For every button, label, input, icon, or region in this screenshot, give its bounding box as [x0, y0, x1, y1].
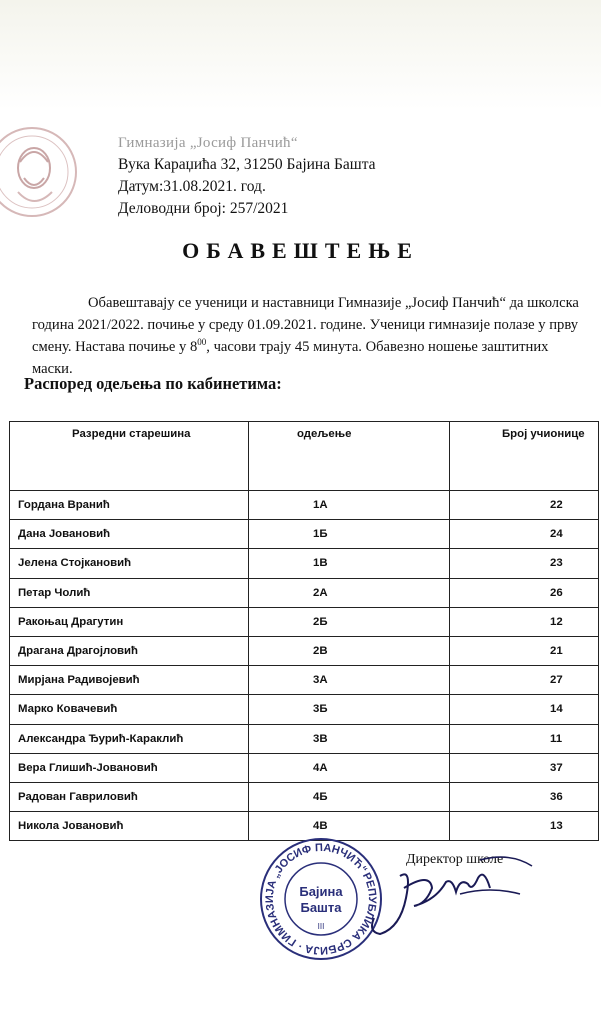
- class-cell: 4Б: [249, 782, 450, 811]
- stamp-city-line1: Бајина: [299, 884, 343, 899]
- document-date: Датум:31.08.2021. год.: [118, 178, 266, 195]
- school-name: Гимназија „Јосиф Панчић“: [118, 135, 298, 151]
- classroom-table: [9, 421, 599, 841]
- class-cell: 1А: [249, 491, 450, 520]
- teacher-cell: Драгана Драгојловић: [10, 636, 249, 665]
- class-cell: 2Б: [249, 607, 450, 636]
- table-row: [10, 695, 599, 724]
- class-cell: 3В: [249, 724, 450, 753]
- class-cell: 1В: [249, 549, 450, 578]
- room-cell: 14: [450, 695, 599, 724]
- school-header: [118, 132, 376, 220]
- schedule-heading: Распоред одељења по кабинетима:: [24, 374, 282, 393]
- class-cell: 2А: [249, 578, 450, 607]
- class-cell: 4А: [249, 753, 450, 782]
- class-cell: 1Б: [249, 520, 450, 549]
- time-superscript: 00: [197, 337, 207, 348]
- table-row: [10, 782, 599, 811]
- class-cell: 3А: [249, 666, 450, 695]
- school-logo: [0, 112, 82, 232]
- teacher-cell: Јелена Стојкановић: [10, 549, 249, 578]
- room-cell: 13: [450, 812, 599, 841]
- teacher-cell: Гордана Вранић: [10, 491, 249, 520]
- teacher-cell: Мирјана Радивојевић: [10, 666, 249, 695]
- room-cell: 23: [450, 549, 599, 578]
- table-row: [10, 636, 599, 665]
- teacher-cell: Вера Глишић-Јовановић: [10, 753, 249, 782]
- notice-text-end: , часови трају 45 минута. Обавезно ношење заштитних маски.: [32, 339, 549, 377]
- stamp-ring-text: РЕПУБЛИКА СРБИЈА · ГИМНАЗИЈА „ЈОСИФ ПАНЧИЋ“: [263, 841, 379, 957]
- teacher-cell: Никола Јовановић: [10, 812, 249, 841]
- column-header-teacher: Разредни старешина: [10, 422, 249, 491]
- stamp-city-line2: Башта: [300, 900, 342, 915]
- table-row: [10, 753, 599, 782]
- teacher-cell: Дана Јовановић: [10, 520, 249, 549]
- room-cell: 24: [450, 520, 599, 549]
- table-row: [10, 549, 599, 578]
- teacher-cell: Петар Чолић: [10, 578, 249, 607]
- column-header-class: одељење: [249, 422, 450, 491]
- stamp-number: III: [317, 922, 325, 931]
- teacher-cell: Ракоњац Драгутин: [10, 607, 249, 636]
- school-address: Вука Караџића 32, 31250 Бајина Башта: [118, 156, 376, 173]
- document-title: ОБАВЕШТЕЊЕ: [182, 238, 419, 263]
- teacher-cell: Марко Ковачевић: [10, 695, 249, 724]
- scan-top-shade: [0, 0, 601, 110]
- table-row: [10, 724, 599, 753]
- room-cell: 12: [450, 607, 599, 636]
- notice-body: [32, 292, 582, 380]
- room-cell: 36: [450, 782, 599, 811]
- table-row: [10, 607, 599, 636]
- room-cell: 37: [450, 753, 599, 782]
- notice-text: Обавештавају се ученици и наставници Гимназије „Јосиф Панчић“ да школска година 2021/2022. почиње у среду 01.09.2021. године. Ученици гимназије полазе у прву смену. Настава почиње у 8: [32, 295, 579, 355]
- class-cell: 3Б: [249, 695, 450, 724]
- director-signature: [360, 848, 535, 938]
- reference-number: Деловодни број: 257/2021: [118, 200, 289, 217]
- table-row: [10, 666, 599, 695]
- room-cell: 27: [450, 666, 599, 695]
- room-cell: 22: [450, 491, 599, 520]
- class-cell: 2В: [249, 636, 450, 665]
- room-cell: 26: [450, 578, 599, 607]
- room-cell: 21: [450, 636, 599, 665]
- director-label: Директор школе: [406, 852, 504, 867]
- teacher-cell: Радован Гавриловић: [10, 782, 249, 811]
- table-row: [10, 578, 599, 607]
- column-header-room: Број учионице: [450, 422, 599, 491]
- class-cell: 4В: [249, 812, 450, 841]
- table-row: [10, 491, 599, 520]
- room-cell: 11: [450, 724, 599, 753]
- teacher-cell: Александра Ђурић-Караклић: [10, 724, 249, 753]
- table-row: [10, 520, 599, 549]
- table-header-row: [10, 422, 599, 491]
